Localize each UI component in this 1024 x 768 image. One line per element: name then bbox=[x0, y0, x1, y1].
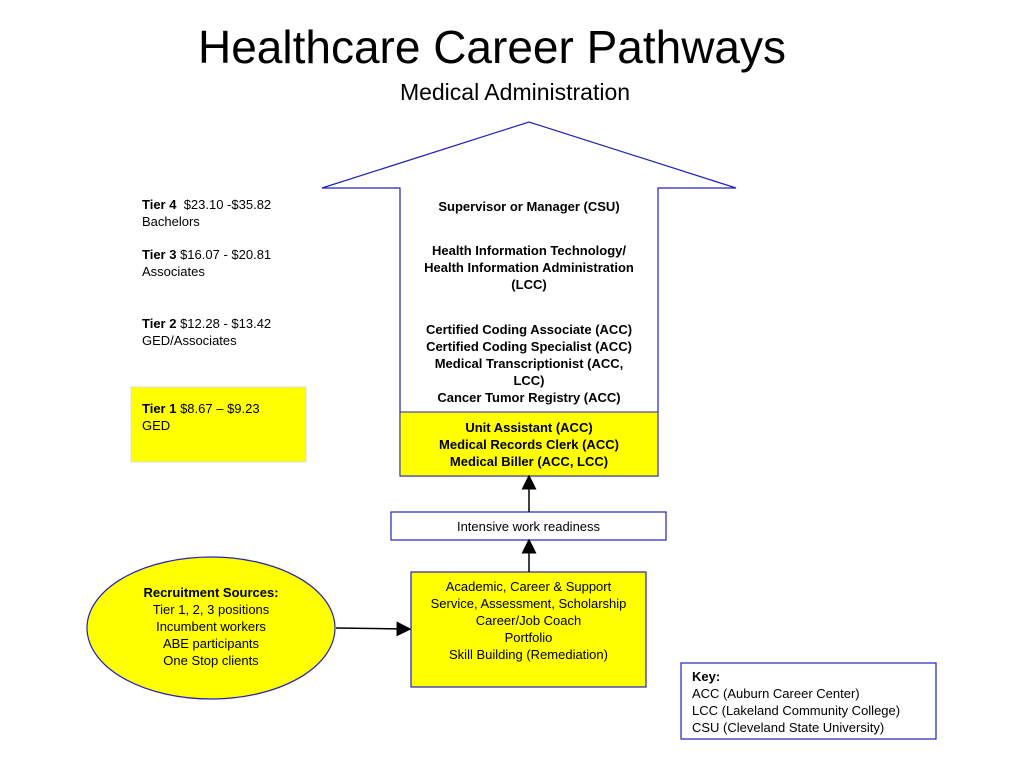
tier2-degree: GED/Associates bbox=[142, 333, 237, 348]
level4-job: Supervisor or Manager (CSU) bbox=[438, 199, 620, 214]
level2-line: Certified Coding Associate (ACC) bbox=[425, 322, 633, 337]
tier3-degree: Associates bbox=[142, 264, 205, 279]
tier2-label bbox=[142, 315, 312, 349]
tier3-wage: $16.07 - $20.81 bbox=[180, 247, 272, 262]
key-item: LCC (Lakeland Community College) bbox=[692, 703, 901, 718]
tier2-name: Tier 2 bbox=[142, 316, 177, 331]
recruitment-heading: Recruitment Sources: bbox=[143, 585, 279, 600]
tier4-wage: $23.10 -$35.82 bbox=[183, 197, 272, 212]
key-heading: Key: bbox=[692, 669, 721, 684]
tier2-wage: $12.28 - $13.42 bbox=[180, 316, 272, 331]
level3-line: Health Information Technology/ bbox=[431, 243, 627, 258]
level3-line: (LCC) bbox=[511, 277, 547, 292]
level1-jobs bbox=[400, 419, 658, 470]
support-line: Portfolio bbox=[504, 630, 553, 645]
recruitment-item: Tier 1, 2, 3 positions bbox=[152, 602, 270, 617]
key-item: ACC (Auburn Career Center) bbox=[692, 686, 860, 701]
recruitment-text bbox=[111, 584, 311, 669]
tier1-wage: $8.67 – $9.23 bbox=[180, 401, 260, 416]
key-item: CSU (Cleveland State University) bbox=[692, 720, 885, 735]
level2-jobs bbox=[400, 321, 658, 406]
tier4-label bbox=[142, 196, 312, 230]
tier1-degree: GED bbox=[142, 418, 171, 433]
level2-line: LCC) bbox=[513, 373, 545, 388]
tier1-label bbox=[142, 400, 302, 434]
level1-line: Medical Records Clerk (ACC) bbox=[439, 437, 619, 452]
recruitment-item: One Stop clients bbox=[163, 653, 259, 668]
readiness-text: Intensive work readiness bbox=[456, 519, 601, 534]
support-text bbox=[411, 578, 646, 663]
tier1-name: Tier 1 bbox=[142, 401, 177, 416]
support-line: Service, Assessment, Scholarship bbox=[430, 596, 627, 611]
recruitment-item: Incumbent workers bbox=[156, 619, 266, 634]
level3-line: Health Information Administration bbox=[424, 260, 634, 275]
page-title: Healthcare Career Pathways bbox=[197, 21, 787, 73]
arrow-recruitment-to-support bbox=[336, 628, 404, 629]
page-subtitle: Medical Administration bbox=[399, 79, 631, 105]
key-text bbox=[692, 668, 932, 736]
level3-jobs bbox=[400, 242, 658, 293]
level2-line: Cancer Tumor Registry (ACC) bbox=[437, 390, 621, 405]
support-line: Skill Building (Remediation) bbox=[449, 647, 608, 662]
support-line: Academic, Career & Support bbox=[445, 579, 612, 594]
tier4-degree: Bachelors bbox=[142, 214, 200, 229]
tier3-label bbox=[142, 246, 312, 280]
tier4-name: Tier 4 bbox=[142, 197, 177, 212]
level1-line: Medical Biller (ACC, LCC) bbox=[449, 454, 609, 469]
level1-line: Unit Assistant (ACC) bbox=[465, 420, 593, 435]
level2-line: Certified Coding Specialist (ACC) bbox=[426, 339, 632, 354]
level2-line: Medical Transcriptionist (ACC, bbox=[434, 356, 624, 371]
recruitment-item: ABE participants bbox=[162, 636, 260, 651]
support-line: Career/Job Coach bbox=[475, 613, 582, 628]
tier3-name: Tier 3 bbox=[142, 247, 177, 262]
